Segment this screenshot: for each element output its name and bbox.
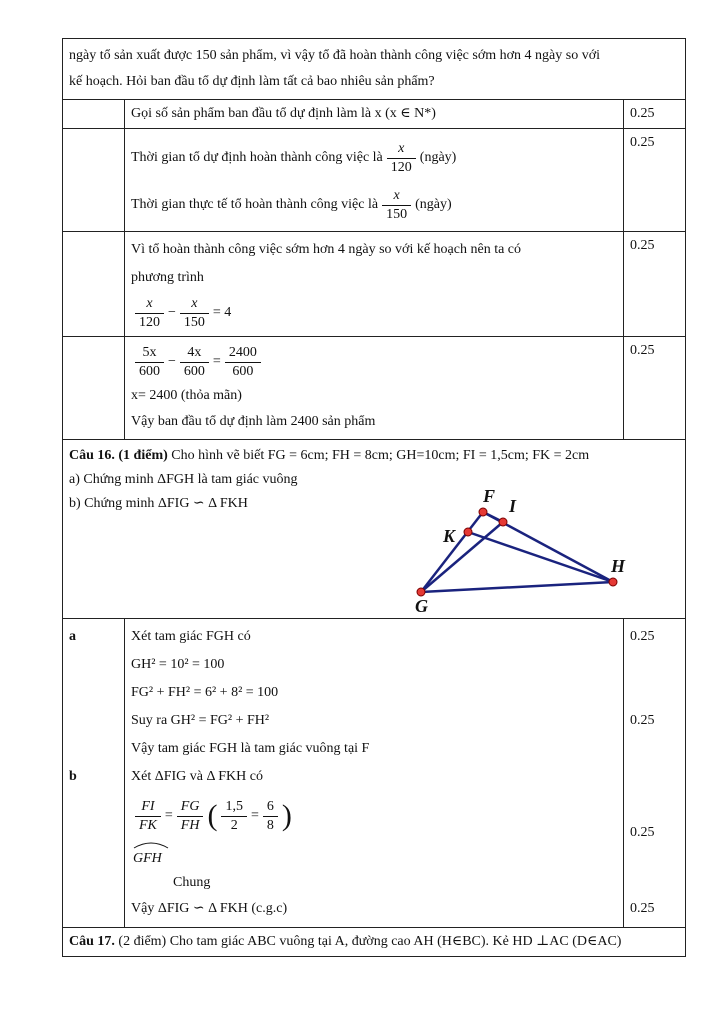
point-F xyxy=(479,508,487,516)
q15-step1-row xyxy=(63,100,686,129)
sol16-score-2: 0.25 xyxy=(629,713,655,728)
sol16-row xyxy=(63,619,686,928)
sol16-b1: Xét ΔFIG và Δ FKH có xyxy=(131,769,263,784)
sol16-label-a: a xyxy=(69,629,76,644)
sol16-a2: GH² = 10² = 100 xyxy=(131,657,225,672)
point-G xyxy=(417,588,425,596)
segment-GH xyxy=(421,582,613,592)
q15-step2-score: 0.25 xyxy=(623,129,685,232)
label-F: F xyxy=(483,486,496,506)
sol16-a5: Vậy tam giác FGH là tam giác vuông tại F xyxy=(131,741,370,756)
triangle-figure xyxy=(371,480,626,616)
point-K xyxy=(464,528,472,536)
label-G: G xyxy=(415,596,428,616)
q15-step3-text2: phương trình xyxy=(131,270,204,285)
q16-given: Cho hình vẽ biết FG = 6cm; FH = 8cm; GH=10cm; FI = 1,5cm; FK = 2cm xyxy=(167,448,590,463)
empty-cell xyxy=(63,129,125,232)
q15-step1-text: Gọi số sản phẩm ban đầu tổ dự định làm là x (x ∈ N*) xyxy=(125,100,624,129)
point-H xyxy=(609,578,617,586)
segment-KH xyxy=(468,532,613,582)
answer-table xyxy=(62,38,686,957)
sol16-score-3: 0.25 xyxy=(629,825,655,840)
q16-given-line xyxy=(69,444,679,468)
q16-row xyxy=(63,440,686,619)
segment-GF xyxy=(421,512,483,592)
segment-GI xyxy=(421,522,503,592)
q15-step3-score: 0.25 xyxy=(623,232,685,337)
planned-fraction: $\frac{x}{120}$ xyxy=(387,140,416,177)
q16-part-a: a) Chứng minh ΔFGH là tam giác vuông xyxy=(69,472,298,487)
actual-fraction: $\frac{x}{150}$ xyxy=(382,187,411,224)
sol16-a3: FG² + FH² = 6² + 8² = 100 xyxy=(131,685,279,700)
planned-time-line: Thời gian tổ dự định hoàn thành công việc là $\frac{x}{120}$ (ngày) xyxy=(131,140,457,175)
equation: $\frac{x}{120}$ − $\frac{x}{150}$ = 4 xyxy=(131,292,617,334)
intro-line-2: kế hoạch. Hỏi ban đầu tổ dự định làm tất cả bao nhiêu sản phẩm? xyxy=(69,74,435,89)
empty-cell xyxy=(63,232,125,337)
angle-line xyxy=(131,841,617,871)
q15-conclusion: Vậy ban đầu tổ dự định làm 2400 sản phẩm xyxy=(131,414,376,429)
intro-line-1: ngày tổ sản xuất được 150 sản phẩm, vì vậy tổ đã hoàn thành công việc sớm hơn 4 ngày so với xyxy=(69,48,600,63)
q17-row xyxy=(63,928,686,957)
q16-title: Câu 16. (1 điểm) xyxy=(69,448,168,463)
sol16-a1: Xét tam giác FGH có xyxy=(131,629,251,644)
q15-step4-row xyxy=(63,337,686,440)
label-I: I xyxy=(509,496,517,516)
label-H: H xyxy=(611,556,626,576)
q15-step1-score: 0.25 xyxy=(623,100,685,129)
sol16-score-1: 0.25 xyxy=(629,629,655,644)
ratio-equation: $\frac{FI}{FK}$ = $\frac{FG}{FH}$ ( $\frac{1,5}{2}$ = $\frac{6}{8}$ ) xyxy=(131,791,617,841)
sol16-score-4: 0.25 xyxy=(629,901,655,916)
sol16-common: Chung xyxy=(173,875,211,890)
q15-step2-row xyxy=(63,129,686,232)
q17-text: (2 điểm) Cho tam giác ABC vuông tại A, đường cao AH (H∈BC). Kẻ HD ⊥AC (D∈AC) xyxy=(114,934,622,949)
empty-cell xyxy=(63,337,125,440)
q17-title: Câu 17. xyxy=(69,934,115,949)
equation-2: $\frac{5x}{600}$ − $\frac{4x}{600}$ = $\frac{2400}{600}$ xyxy=(131,341,617,383)
q15-step3-row xyxy=(63,232,686,337)
q15-step3-text1: Vì tổ hoàn thành công việc sớm hơn 4 ngày so với kế hoạch nên ta có xyxy=(131,242,522,257)
sol16-conclusion: Vậy ΔFIG ∽ Δ FKH (c.g.c) xyxy=(131,901,288,916)
angle-GFH: GFH xyxy=(133,841,162,871)
q15-result: x= 2400 (thỏa mãn) xyxy=(131,388,242,403)
point-I xyxy=(499,518,507,526)
q16-part-b: b) Chứng minh ΔFIG ∽ Δ FKH xyxy=(69,496,248,511)
empty-cell xyxy=(63,100,125,129)
q15-step4-score: 0.25 xyxy=(623,337,685,440)
actual-time-line: Thời gian thực tế tổ hoàn thành công việc là $\frac{x}{150}$ (ngày) xyxy=(131,187,452,222)
label-K: K xyxy=(443,526,456,546)
sol16-a4: Suy ra GH² = FG² + FH² xyxy=(131,713,270,728)
sol16-label-b: b xyxy=(69,769,77,784)
intro-row xyxy=(63,39,686,100)
